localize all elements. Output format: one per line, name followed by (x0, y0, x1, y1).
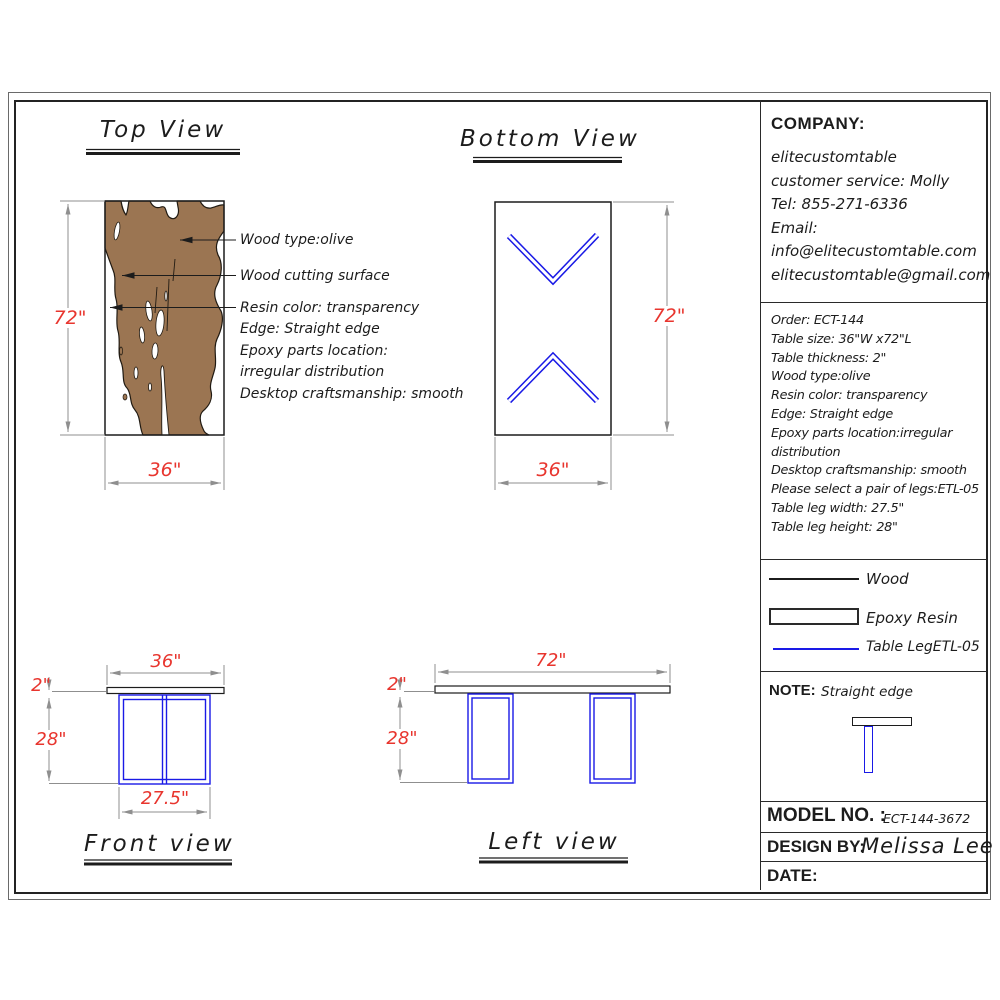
note-heading: NOTE: (769, 682, 816, 699)
company-tel: Tel: 855-271-6336 (771, 195, 908, 213)
order-legs: Please select a pair of legs:ETL-05 (771, 482, 979, 498)
top-view-drawing (60, 201, 236, 490)
annotation-edge: Edge: Straight edge (240, 321, 380, 337)
front-view-legs (119, 695, 210, 784)
front-view-leg-height-dim: 28" (21, 730, 81, 750)
date-label: DATE: (767, 866, 818, 885)
top-view-title: Top View (99, 117, 227, 143)
annotation-wood-type: Wood type:olive (240, 232, 354, 248)
front-view-width-dim: 36" (150, 651, 182, 672)
legend-table-leg-label: Table LegETL-05 (866, 639, 980, 655)
annotation-irregular: irregular distribution (240, 364, 385, 380)
top-view-width-dim: 36" (148, 459, 182, 481)
legend-section (761, 560, 987, 672)
legend-table-leg-line-swatch (773, 648, 859, 650)
order-table-size: Table size: 36"W x72"L (771, 331, 912, 347)
left-view-drawing (400, 664, 670, 783)
note-diagram-leg (864, 726, 873, 773)
order-details-section (761, 303, 987, 560)
bottom-view-title: Bottom View (460, 126, 640, 152)
title-block-panel (760, 100, 994, 890)
left-view-tabletop (435, 686, 670, 693)
legend-wood-label: Wood (866, 570, 909, 588)
left-view-length-dim: 72" (535, 650, 567, 671)
company-name: elitecustomtable (771, 148, 897, 166)
order-edge: Edge: Straight edge (771, 406, 893, 422)
annotation-wood-cutting: Wood cutting surface (240, 268, 390, 284)
bottom-view-drawing (495, 202, 674, 490)
left-view-legs (468, 694, 635, 783)
front-view-tabletop (107, 688, 224, 694)
note-diagram-tabletop (852, 717, 912, 726)
order-leg-height: Table leg height: 28" (771, 519, 898, 535)
note-text: Straight edge (821, 684, 913, 700)
design-by-label: DESIGN BY: (767, 837, 865, 856)
order-leg-width: Table leg width: 27.5" (771, 500, 904, 516)
design-by-value: Melissa Lee (861, 834, 994, 858)
left-view-leg-height-dim: 28" (372, 729, 432, 749)
front-view-thickness-dim: 2" (31, 675, 51, 696)
company-email-2: elitecustomtable@gmail.com (771, 265, 991, 284)
order-craftsmanship: Desktop craftsmanship: smooth (771, 463, 967, 479)
order-wood-type: Wood type:olive (771, 369, 871, 385)
legend-epoxy-label: Epoxy Resin (866, 609, 958, 627)
left-view-dimension-lines (400, 664, 670, 783)
model-no-value: ECT-144-3672 (883, 811, 971, 826)
bottom-view-width-dim: 36" (536, 459, 570, 481)
order-resin-color: Resin color: transparency (771, 388, 928, 404)
company-section (761, 100, 991, 303)
top-view-height-dim: 72" (40, 308, 100, 328)
order-number: Order: ECT-144 (771, 313, 864, 328)
left-view-thickness-dim: 2" (387, 674, 407, 695)
design-by-row (761, 833, 994, 862)
front-view-title: Front view (84, 831, 235, 857)
company-customer-service: customer service: Molly (771, 171, 950, 190)
date-row (761, 862, 987, 890)
annotation-resin-color: Resin color: transparency (240, 300, 420, 316)
order-thickness: Table thickness: 2" (771, 350, 887, 366)
order-epoxy-location-2: distribution (771, 444, 841, 460)
company-heading: COMPANY: (771, 114, 866, 133)
model-no-row (761, 802, 987, 833)
annotation-craftsmanship: Desktop craftsmanship: smooth (240, 386, 464, 402)
note-section (761, 672, 987, 802)
annotation-epoxy-location: Epoxy parts location: (240, 343, 389, 359)
left-view-title: Left view (488, 829, 620, 855)
legend-epoxy-rect-swatch (769, 608, 859, 625)
model-no-label: MODEL NO. : (767, 805, 886, 826)
bottom-view-height-dim: 72" (639, 306, 699, 326)
company-email-1: info@elitecustomtable.com (771, 242, 977, 260)
company-email-label: Email: (771, 218, 818, 237)
front-view-leg-width-dim: 27.5" (140, 788, 190, 809)
legend-wood-line-swatch (769, 578, 859, 580)
order-epoxy-location: Epoxy parts location:irregular (771, 425, 953, 441)
